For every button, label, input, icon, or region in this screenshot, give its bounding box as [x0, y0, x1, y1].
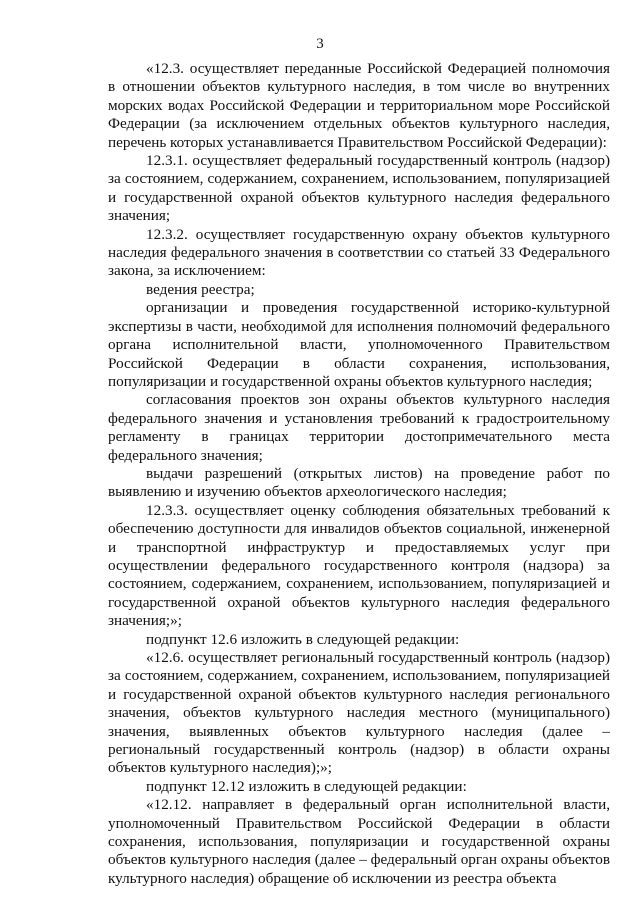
paragraph-12-12: «12.12. направляет в федеральный орган исполнительной власти, уполномоченный Правительством Российской Федерации в области сохранения, использования, популяризации и государственной охраны объектов культурного наследия (далее – федеральный орган охраны объектов культурного наследия) обращение об исключении из реестра объекта	[108, 796, 610, 887]
paragraph-registry: ведения реестра;	[146, 280, 255, 298]
paragraph-12-3-1: 12.3.1. осуществляет федеральный государственный контроль (надзор) за состоянием, содержанием, сохранением, использованием, популяризацией и государственной охраной объектов культурного наследия федерального значения;	[108, 152, 610, 225]
paragraph-expertise: организации и проведения государственной историко-культурной экспертизы в части, необходимой для исполнения полномочий федерального органа исполнительной власти, уполномоченного Правительством Российской Федерации в области сохранения, использования, популяризации и государственной охраны объектов культурного наследия;	[108, 299, 610, 390]
paragraph-12-3-2: 12.3.2. осуществляет государственную охрану объектов культурного наследия федерального значения в соответствии со статьей 33 Федерального закона, за исключением:	[108, 225, 610, 280]
paragraph-12-3: «12.3. осуществляет переданные Российской Федерацией полномочия в отношении объектов культурного наследия, в том числе во внутренних морских водах Российской Федерации и территориальном море Российской Федерации (за исключением отдельных объектов культурного наследия, перечень которых устанавливается Правительством Российской Федерации):	[108, 60, 610, 151]
paragraph-protection-zones: согласования проектов зон охраны объектов культурного наследия федерального значения и установления требований к градостроительному регламенту в границах территории достопримечательного места федерального значения;	[108, 391, 610, 464]
document-body	[108, 60, 610, 888]
paragraph-amend-12-12: подпункт 12.12 изложить в следующей редакции:	[146, 777, 467, 795]
paragraph-permits: выдачи разрешений (открытых листов) на проведение работ по выявлению и изучению объектов археологического наследия;	[108, 464, 610, 501]
paragraph-12-6: «12.6. осуществляет региональный государственный контроль (надзор) за состоянием, содержанием, сохранением, использованием, популяризацией и государственной охраной объектов культурного наследия регионального значения, объектов культурного наследия местного (муниципального) значения, выявленных объектов культурного наследия (далее – региональный государственный контроль (надзор) в области охраны объектов культурного наследия);»;	[108, 649, 610, 777]
page-number: 3	[316, 36, 324, 52]
paragraph-12-3-3: 12.3.3. осуществляет оценку соблюдения обязательных требований к обеспечению доступности для инвалидов объектов социальной, инженерной и транспортной инфраструктур и предоставляемых услуг при осуществлении федерального государственного контроля (надзора) за состоянием, содержанием, сохранением, использованием, популяризацией и государственной охраной объектов культурного наследия федерального значения;»;	[108, 501, 610, 630]
paragraph-amend-12-6: подпункт 12.6 изложить в следующей редакции:	[146, 630, 460, 648]
